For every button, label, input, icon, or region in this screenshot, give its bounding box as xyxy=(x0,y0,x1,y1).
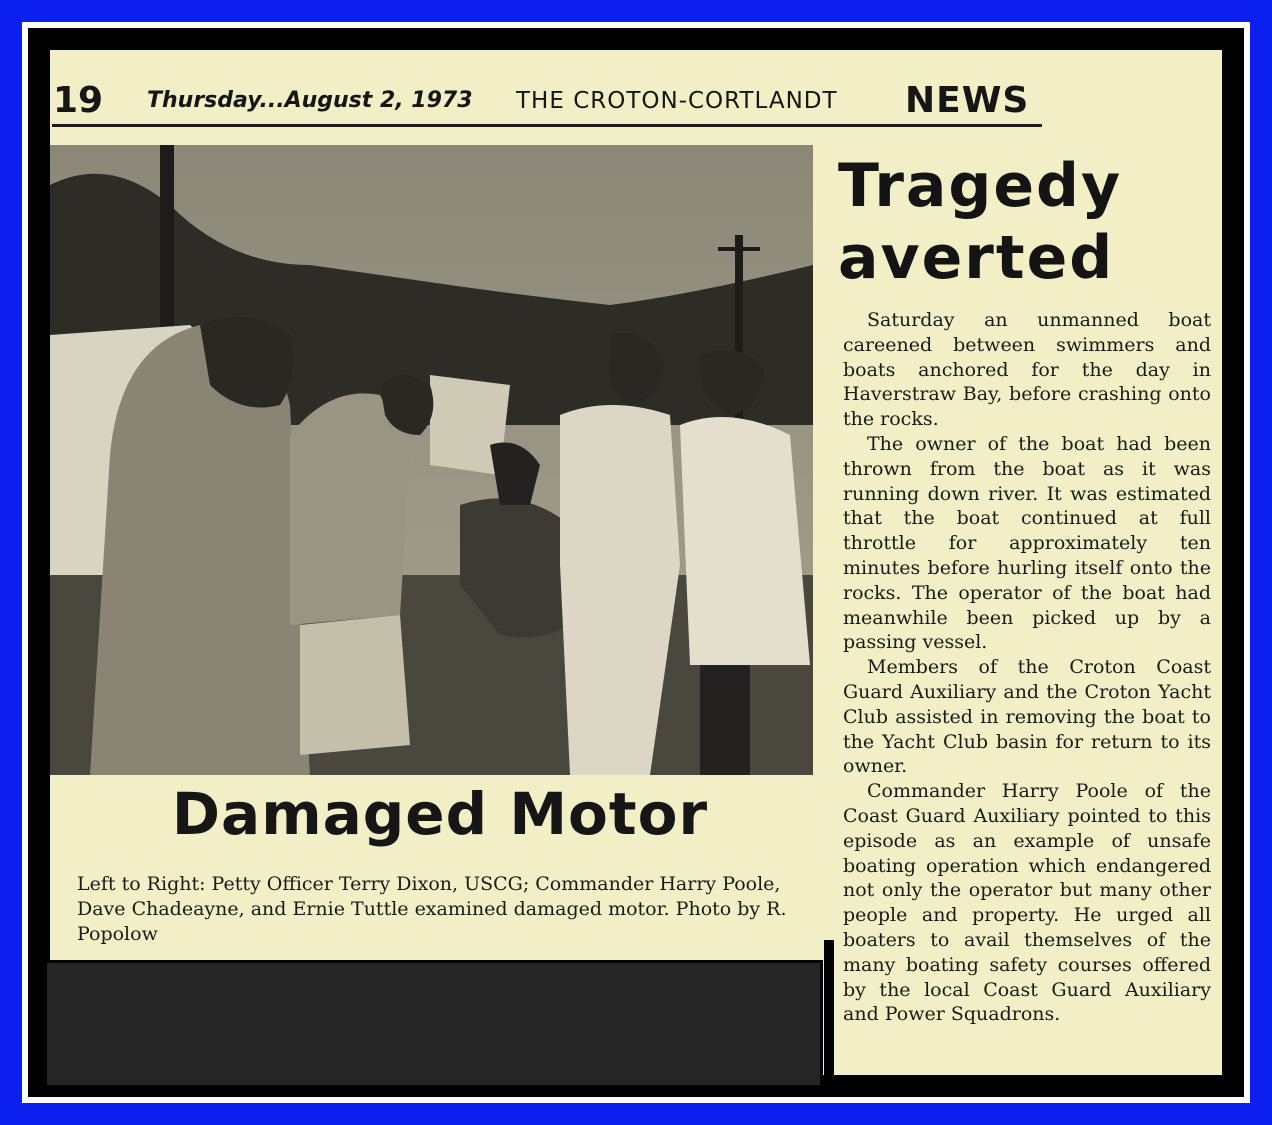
masthead xyxy=(50,80,1050,126)
page-number: 19 xyxy=(53,80,104,121)
article-paragraph: Members of the Croton Coast Guard Auxiliary and the Croton Yacht Club assisted in removing the boat to the Yacht Club basin for return to its owner. xyxy=(843,656,1211,778)
blacked-out-area xyxy=(44,960,823,1088)
issue-date: Thursday...August 2, 1973 xyxy=(147,88,473,113)
photo-caption-text: Left to Right: Petty Officer Terry Dixon, USCG; Commander Harry Poole, Dave Chadeayne, and Ernie Tuttle examined damaged motor. Photo by R. Popolow xyxy=(77,873,787,945)
article-headline: Tragedy averted xyxy=(838,151,1123,293)
photo-caption-title: Damaged Motor xyxy=(171,780,709,848)
article-paragraph: Commander Harry Poole of the Coast Guard Auxiliary pointed to this episode as an example of unsafe boating operation which endangered not only the operator but many other people and property. He urged all boaters to avail themselves of the many boating safety courses offered by the local Coast Guard Auxiliary and Power Squadrons. xyxy=(843,780,1211,1026)
article-body xyxy=(843,308,1211,1027)
masthead-rule xyxy=(52,124,1042,127)
paper-name: THE CROTON-CORTLANDT xyxy=(516,88,838,114)
news-photo xyxy=(50,145,813,775)
article-paragraph: The owner of the boat had been thrown from the boat as it was running down river. It was estimated that the boat continued at full throttle for approximately ten minutes before hurling itself onto the rocks. The operator of the boat had meanwhile been picked up by a passing vessel. xyxy=(843,432,1211,654)
article-paragraph: Saturday an unmanned boat careened between swimmers and boats anchored for the day in Haverstraw Bay, before crashing onto the rocks. xyxy=(843,309,1211,431)
paper-name-news: NEWS xyxy=(905,80,1030,121)
clip-edge-shadow xyxy=(824,940,834,1080)
news-photo-illustration xyxy=(50,145,813,775)
